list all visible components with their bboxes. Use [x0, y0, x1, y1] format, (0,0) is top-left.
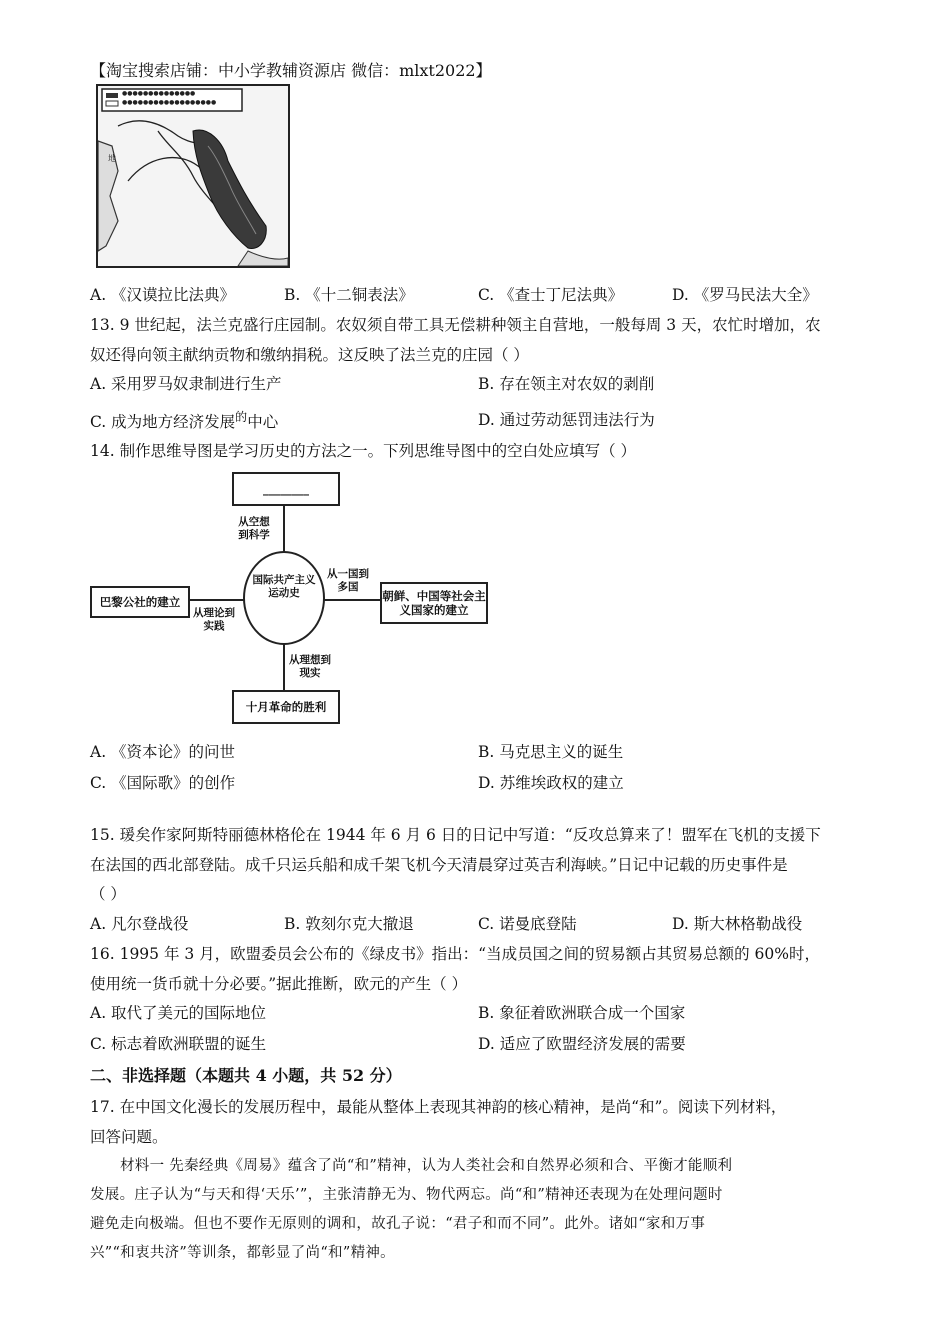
q17-stem-1: 17. 在中国文化漫长的发展历程中，最能从整体上表现其神韵的核心精神，是尚“和”。阅读下列材料，: [90, 1098, 787, 1116]
q13-option-d[interactable]: D. 通过劳动惩罚违法行为: [478, 411, 655, 429]
q16-option-c[interactable]: C. 标志着欧洲联盟的诞生: [90, 1035, 267, 1053]
q13-stem-1: 13. 9 世纪起，法兰克盛行庄园制。农奴须自带工具无偿耕种领主自营地，一般每周 3 天，农忙时增加，农: [90, 316, 821, 334]
map-drawing: [98, 86, 288, 266]
q14-option-a[interactable]: A. 《资本论》的问世: [90, 743, 236, 761]
q13-option-b[interactable]: B. 存在领主对农奴的剥削: [478, 375, 655, 393]
q12-option-b[interactable]: B. 《十二铜表法》: [284, 286, 414, 304]
q13-stem-2: 奴还得向领主献纳贡物和缴纳捐税。这反映了法兰克的庄园（ ）: [90, 346, 529, 364]
center-label: 国际共产主义运动史: [252, 574, 316, 599]
top-blank-text: ________: [263, 481, 309, 496]
label-left: 从理论到实践: [193, 607, 235, 632]
mind-map: [88, 470, 498, 732]
q12-option-a[interactable]: A. 《汉谟拉比法典》: [90, 286, 236, 304]
left-box-text: 巴黎公社的建立: [99, 594, 181, 609]
q17-material-4: 兴”“和衷共济”等训条，都彰显了尚“和”精神。: [90, 1245, 395, 1261]
q13-option-a[interactable]: A. 采用罗马奴隶制进行生产: [90, 375, 282, 393]
bottom-box-text: 十月革命的胜利: [245, 699, 327, 714]
q12-option-d[interactable]: D. 《罗马民法大全》: [672, 286, 818, 304]
q15-option-c[interactable]: C. 诺曼底登陆: [478, 915, 577, 933]
q16-stem-2: 使用统一货币就十分必要。”据此推断，欧元的产生（ ）: [90, 975, 468, 993]
label-right: 从一国到多国: [327, 568, 369, 593]
q15-stem-3: （ ）: [90, 885, 126, 903]
q17-material-3: 避免走向极端。但也不要作无原则的调和，故孔子说：“君子和而不同”。此外。诸如“家和万事: [90, 1216, 706, 1232]
q13-option-c[interactable]: [90, 408, 278, 432]
top-blank-box[interactable]: [232, 472, 340, 506]
q15-option-d[interactable]: D. 斯大林格勒战役: [672, 915, 803, 933]
q14-option-c[interactable]: C. 《国际歌》的创作: [90, 774, 236, 792]
q16-option-b[interactable]: B. 象征着欧洲联合成一个国家: [478, 1004, 686, 1022]
q13-option-c-text: C. 成为地方经济发展: [90, 413, 236, 432]
q16-option-a[interactable]: A. 取代了美元的国际地位: [90, 1004, 267, 1022]
q14-stem: 14. 制作思维导图是学习历史的方法之一。下列思维导图中的空白处应填写（ ）: [90, 442, 637, 460]
label-bottom: 从理想到现实: [289, 654, 331, 679]
q13-option-c-sup: 的: [235, 410, 248, 424]
q17-material-1: 材料一 先秦经典《周易》蕴含了尚“和”精神，认为人类社会和自然界必须和合、平衡才能顺利: [120, 1158, 733, 1174]
q17-material-2: 发展。庄子认为“与天和得‘天乐’”，主张清静无为、物代两忘。尚“和”精神还表现为在处理问题时: [90, 1187, 723, 1203]
right-box: [380, 582, 488, 624]
q14-option-d[interactable]: D. 苏维埃政权的建立: [478, 774, 624, 792]
map-legend-2: ●●●●●●●●●●●●●●●●●●: [122, 99, 217, 106]
right-box-text: 朝鲜、中国等社会主义国家的建立: [382, 588, 486, 617]
q15-option-a[interactable]: A. 凡尔登战役: [90, 915, 189, 933]
q15-stem-1: 15. 瑗矣作家阿斯特丽德林格伦在 1944 年 6 月 6 日的日记中写道：“反攻总算来了！盟军在飞机的支援下: [90, 826, 821, 844]
bottom-box: [232, 690, 340, 724]
label-top: 从空想到科学: [238, 516, 270, 541]
q16-option-d[interactable]: D. 适应了欧盟经济发展的需要: [478, 1035, 686, 1053]
q17-stem-2: 回答问题。: [90, 1128, 168, 1146]
q15-stem-2: 在法国的西北部登陆。成千只运兵船和成千架飞机今天清晨穿过英吉利海峡。”日记中记载的历史事件是: [90, 856, 788, 874]
q16-stem-1: 16. 1995 年 3 月，欧盟委员会公布的《绿皮书》指出：“当成员国之间的贸易额占其贸易总额的 60%时，: [90, 945, 820, 963]
q13-option-c-tail: 中心: [247, 413, 279, 432]
mesopotamia-map: [96, 84, 290, 268]
header-banner: 【淘宝搜索店铺：中小学教辅资源店 微信：mlxt2022】: [90, 61, 492, 80]
svg-text:地: 地: [108, 154, 116, 163]
q14-option-b[interactable]: B. 马克思主义的诞生: [478, 743, 624, 761]
map-legend-1: ●●●●●●●●●●●●●●: [122, 90, 196, 97]
q12-option-c[interactable]: C. 《查士丁尼法典》: [478, 286, 624, 304]
left-box: [90, 586, 190, 618]
q15-option-b[interactable]: B. 敦刻尔克大撤退: [284, 915, 414, 933]
section-title: 二、非选择题（本题共 4 小题，共 52 分）: [90, 1066, 402, 1085]
